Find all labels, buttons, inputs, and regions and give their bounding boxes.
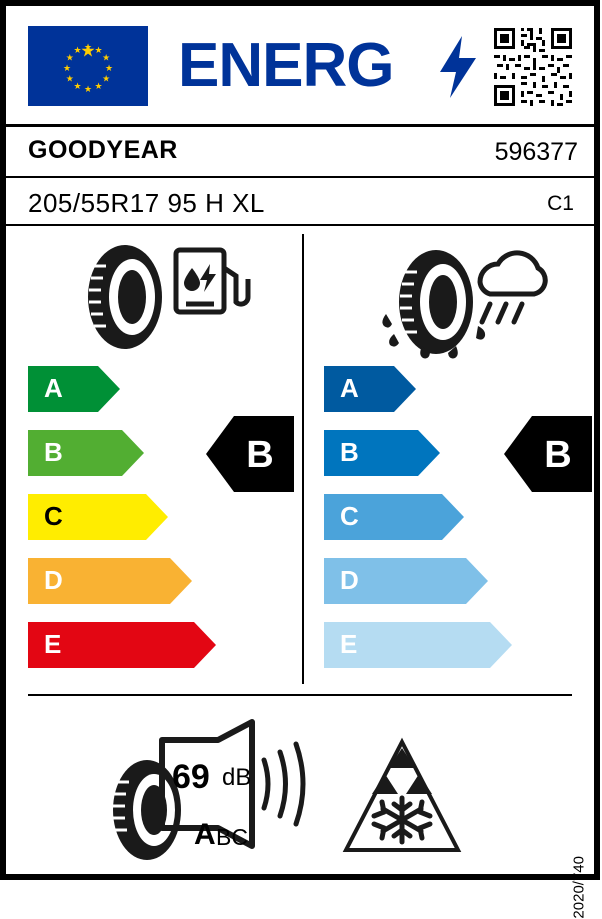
eu-flag-svg — [28, 26, 148, 106]
grade-letter: C — [44, 501, 63, 531]
three-peak-mountain-snowflake-icon — [342, 738, 462, 858]
svg-text:★: ★ — [94, 81, 103, 92]
grade-row — [324, 558, 524, 604]
noise-unit: dB — [222, 764, 252, 791]
grade-letter: E — [340, 629, 358, 659]
wet-grip-pictogram — [378, 242, 550, 367]
svg-text:★: ★ — [83, 42, 93, 52]
grade-row — [324, 430, 524, 476]
grade-letter: A — [44, 373, 63, 403]
tyre-icon — [113, 760, 181, 860]
noise-value: 69 — [172, 758, 210, 796]
qr-code-icon — [494, 28, 572, 106]
svg-text:★: ★ — [102, 52, 111, 63]
snow-grip-pictogram — [342, 738, 462, 863]
grade-letter: B — [44, 437, 63, 467]
fuel-efficiency-rating: B — [246, 434, 274, 476]
grade-letter: E — [44, 629, 62, 659]
grade-row — [28, 366, 228, 412]
lightning-bolt-icon — [436, 36, 480, 98]
grade-row — [324, 366, 524, 412]
grade-row — [28, 494, 228, 540]
energy-wordmark: ENERG — [178, 31, 394, 100]
svg-text:★: ★ — [62, 63, 72, 73]
grade-row — [324, 494, 524, 540]
wet-grip-rating-badge — [504, 416, 592, 492]
grade-letter: C — [340, 501, 359, 531]
brand-name: GOODYEAR — [28, 136, 178, 164]
brand-divider — [6, 176, 594, 178]
bottom-divider — [28, 694, 572, 696]
svg-text:★: ★ — [65, 52, 74, 63]
grade-letter: A — [340, 373, 359, 403]
size-divider — [6, 224, 594, 226]
rain-cloud-icon — [480, 253, 545, 322]
noise-class-letter: A — [194, 818, 216, 851]
regulation-code: 2020/740 — [571, 856, 588, 919]
label-header — [6, 6, 594, 124]
grade-row — [28, 558, 228, 604]
fuel-drop-icon — [184, 264, 216, 292]
grade-letter: D — [340, 565, 359, 595]
grade-row — [324, 622, 524, 668]
grade-letter: B — [340, 437, 359, 467]
svg-text:★: ★ — [104, 63, 114, 73]
tyre-splash-icon — [382, 250, 485, 358]
grade-row — [28, 430, 228, 476]
svg-text:★: ★ — [65, 73, 74, 84]
model-code: 596377 — [494, 138, 578, 166]
fuel-efficiency-pictogram — [80, 242, 252, 357]
grade-letter: D — [44, 565, 63, 595]
grade-row — [28, 622, 228, 668]
header-divider — [6, 124, 594, 127]
svg-text:★: ★ — [73, 81, 82, 92]
tyre-icon — [88, 245, 162, 349]
sound-waves-icon — [264, 744, 303, 824]
noise-class-remaining: BC — [216, 824, 248, 850]
tyre-size: 205/55R17 95 H XL — [28, 188, 265, 218]
svg-text:★: ★ — [73, 44, 82, 55]
svg-text:★: ★ — [83, 84, 93, 94]
eu-flag-icon — [28, 26, 148, 106]
fuel-efficiency-rating-badge — [206, 416, 294, 492]
tyre-class: C1 — [547, 192, 574, 215]
svg-text:★: ★ — [102, 73, 111, 84]
svg-text:★: ★ — [94, 44, 103, 55]
wet-grip-rating: B — [544, 434, 572, 476]
